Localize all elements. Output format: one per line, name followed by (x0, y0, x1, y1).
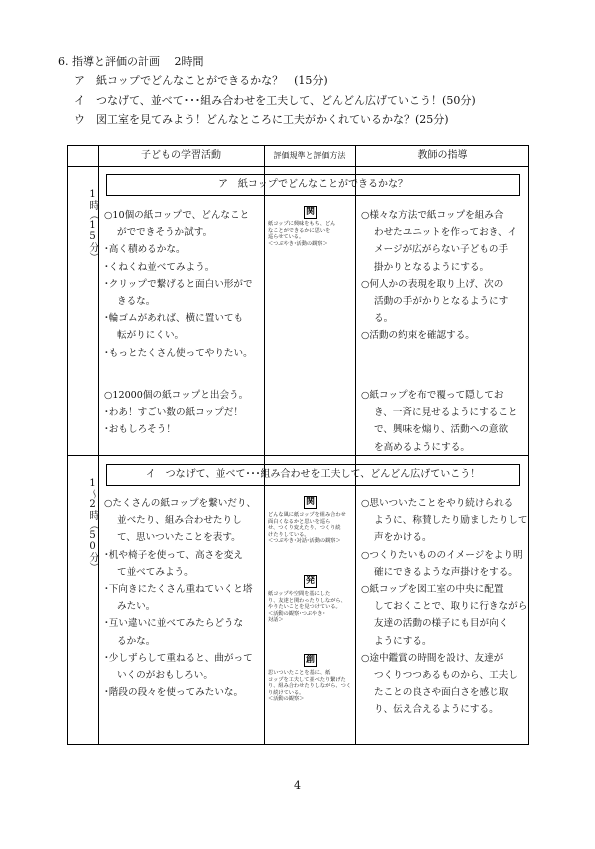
plan-item-a: ア 紙コップでどんなことができるかな？ (15分) (74, 74, 328, 87)
evaluation-criteria-2c: 思いついたことを基に、紙 コップを工夫して並べたり繋げた り、組み合わせたりしながら、つく り続けている。 ＜活動の観察＞ (268, 670, 352, 703)
activities-list-1a: ○10個の紙コップで、どんなこと がでできそうか試す。 ･高く積めるかな。 ･くねくね並べてみよう。 ･クリップで繋げると面白い形がで きるな。 ･輪ゴムがあれば、横に置いても 転がりにくい。 ･もっとたくさん使ってやりたい。 (104, 210, 253, 359)
plan-table (67, 145, 529, 745)
time-cell-1: 1時（15分） (87, 188, 98, 262)
divider (98, 146, 99, 744)
activity-banner-b: イ つなげて、並べて･･･組み合わせを工夫して、どんどん広げていこう！ (106, 464, 520, 486)
page-number: 4 (294, 779, 301, 792)
evaluation-mark-idea: 発 (305, 576, 315, 586)
evaluation-mark-interest: 関 (305, 207, 315, 217)
evaluation-criteria-2a: どんな風に紙コップを組み合わせ 面白くなるかと思いを巡ら せ、つくり変えたり、つくり続 けたりしている。 ＜つぶやき･対話･活動の観察＞ (268, 512, 346, 545)
column-header-teacher: 教師の指導 (417, 150, 468, 161)
divider (355, 146, 356, 744)
divider (264, 146, 265, 744)
time-cell-2: 1〜2時（50分） (87, 478, 98, 572)
plan-item-b: イ つなげて、並べて･･･組み合わせを工夫して、どんどん広げていこう！(50分) (74, 94, 476, 107)
teacher-guidance-1a: ○様々な方法で紙コップを組み合 わせたユニットを作っておき、イ メージが広がらない子どもの手 掛かりとなるようにする。 ○何人かの表現を取り上げ、次の 活動の手がかりとなるようにす る。 ○活動の約束を確認する。 (361, 210, 518, 342)
evaluation-criteria-2b: 紙コップや空間を基にした り、友達と関わったりしながら、 やりたいことを見つけている。 ＜活動の観察･つぶやき･ 対話＞ (268, 591, 346, 624)
divider (68, 166, 528, 167)
evaluation-mark-creative: 創 (305, 655, 315, 665)
activities-list-2: ○たくさんの紙コップを繋いだり、 並べたり、組み合わせたりし て、思いついたことを表す。 ･机や椅子を使って、高さを変え て並べてみよう。 ･下向きにたくさん重ねていくと塔 みたい。 ･互い違いに並べてみたらどうな るかな。 ･少しずらして重ねると、曲がって いくのがおもしろい。 ･階段の段々を使ってみたいな。 (104, 498, 257, 699)
column-header-activities: 子どもの学習活動 (141, 150, 221, 161)
evaluation-mark-interest: 関 (305, 497, 315, 507)
evaluation-criteria-1: 紙コップに興味をもち、どん なことができるかに思いを 巡らせている。 ＜つぶやき･活動の観察＞ (268, 221, 336, 247)
activity-banner-a: ア 紙コップでどんなことができるかな？ (106, 174, 520, 196)
activities-list-1b: ○12000個の紙コップと出会う。 ･わあ！すごい数の紙コップだ！ ･おもしろそう！ (104, 390, 249, 436)
teacher-guidance-2: ○思いついたことをやり続けられる ように、称賛したり励ましたりして 声をかける。 ○つくりたいもののイメージをより明 確にできるような声掛けをする。 ○紙コップを図工室の中央に配置 しておくことで、取りに行きながら 友達の活動の様子にも目が向く ようにする。 ○途中鑑賞の時間を設け、友達が つくりつつあるものから、工夫し たことの良さや面白さを感じ取 り、伝え合えるようにする。 (361, 498, 528, 716)
section-title: 6. 指導と評価の計画 2時間 (58, 55, 204, 68)
plan-item-c: ウ 図工室を見てみよう！どんなところに工夫がかくれているかな？(25分) (74, 113, 449, 126)
teacher-guidance-1b: ○紙コップを布で覆って隠してお き、一斉に見せるようにすること で、興味を煽り、活動への意欲 を高めるようにする。 (361, 390, 518, 453)
column-header-evaluation: 評価規準と評価方法 (273, 151, 346, 160)
